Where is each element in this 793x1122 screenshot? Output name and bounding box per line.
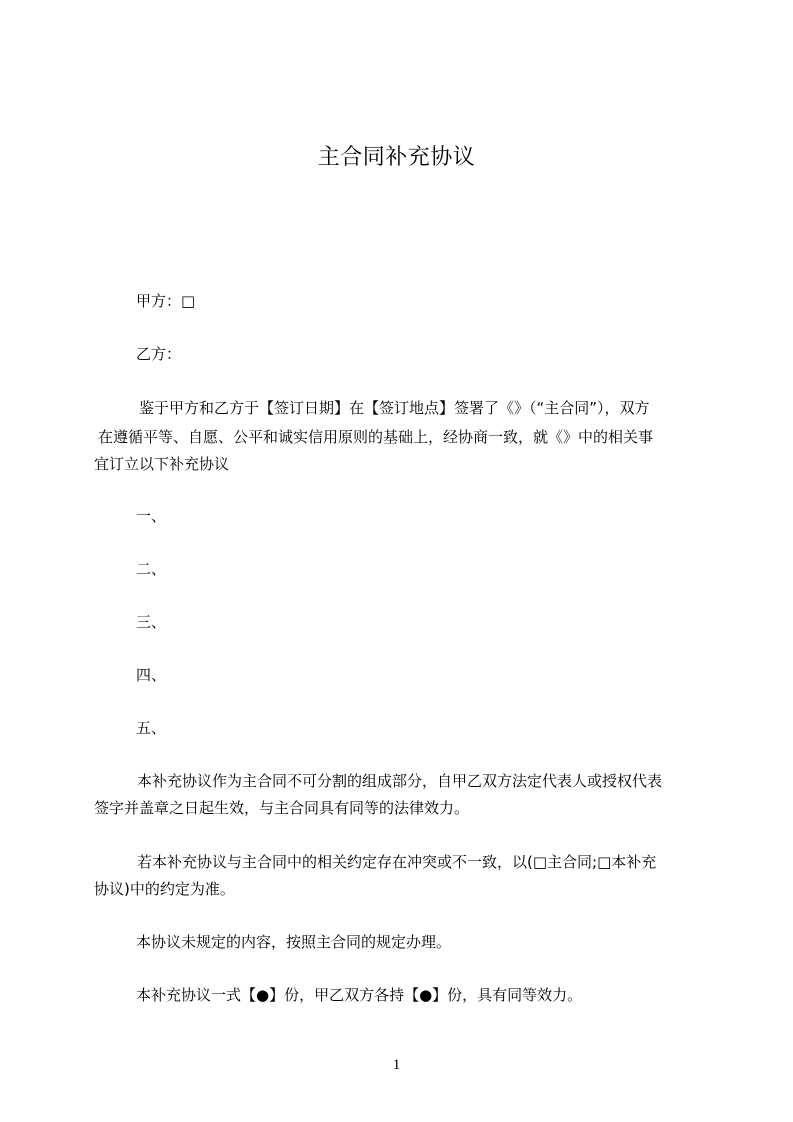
clause-item: 二、 <box>136 560 167 578</box>
page-number: 1 <box>392 1057 401 1073</box>
preamble-line: 宜订立以下补充协议 <box>94 455 230 473</box>
party-b-line: 乙方： <box>136 345 182 363</box>
preamble-line: 鉴于甲方和乙方于【签订日期】在【签订地点】签署了《》（“主合同”），双方 <box>139 399 650 417</box>
document-title: 主合同补充协议 <box>317 145 476 170</box>
conflict-line: 若本补充协议与主合同中的相关约定存在冲突或不一致，以(□主合同;□本补充 <box>137 853 657 871</box>
unspecified-paragraph: 本协议未规定的内容，按照主合同的规定办理。 <box>136 933 452 951</box>
conflict-line: 协议)中的约定为准。 <box>94 880 235 898</box>
effectiveness-line: 签字并盖章之日起生效，与主合同具有同等的法律效力。 <box>94 799 470 817</box>
clause-item: 一、 <box>136 507 167 525</box>
preamble-line: 在遵循平等、自愿、公平和诚实信用原则的基础上，经协商一致，就《》中的相关事 <box>98 428 654 446</box>
clause-item: 三、 <box>136 613 167 631</box>
clause-item: 五、 <box>136 719 167 737</box>
clause-item: 四、 <box>136 666 167 684</box>
party-a-line: 甲方：□ <box>136 292 196 310</box>
copies-paragraph: 本补充协议一式【●】份，甲乙双方各持【●】份，具有同等效力。 <box>136 986 583 1004</box>
effectiveness-line: 本补充协议作为主合同不可分割的组成部分，自甲乙双方法定代表人或授权代表 <box>137 772 663 790</box>
